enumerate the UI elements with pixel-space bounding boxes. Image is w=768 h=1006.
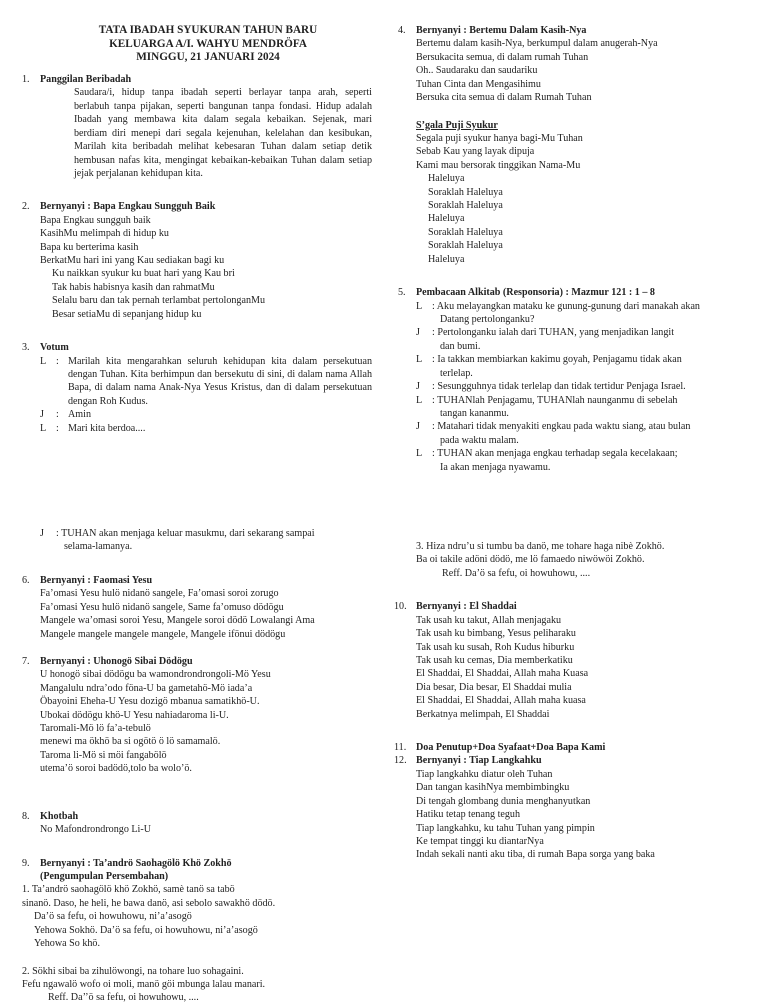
responsoria-cont: pada waktu malam. — [440, 434, 519, 446]
responsoria-text: : TUHANlah Penjagamu, TUHANlah naunganmu di sebelah — [432, 394, 678, 406]
speaker-label: L — [416, 354, 423, 366]
responsoria-row — [416, 326, 748, 353]
section-number: 12. — [394, 755, 407, 767]
song-line: Soraklah Haleluya — [428, 200, 503, 212]
speaker-label: J — [416, 327, 420, 339]
section-12 — [394, 754, 748, 861]
song-line: BerkatMu hari ini yang Kau sediakan bagi ku — [40, 255, 225, 267]
song-line: Sebab Kau yang layak dipuja — [416, 146, 535, 158]
song-line: Mangele mangele mangele mangele, Mangele ifönui dödögu — [40, 628, 286, 640]
song-line: Tiap langkahku, ku tahu Tuhan yang pimpin — [416, 822, 595, 834]
response-text: Marilah kita mengarahkan seluruh kehidupan kita dalam persekutuan dengan Tuhan. Kita berhimpun dan bersekutu di sini, di dalam nama Allah Bapa, di dalam nama Anak-Nya Yesus Kristus, dan di dalam persekutuan dengan Roh Kudus. — [68, 355, 372, 407]
song-line: Tak usah ku bimbang, Yesus peliharaku — [416, 628, 576, 640]
song-lines-b — [40, 267, 372, 321]
song-line: Tak usah ku cemas, Dia memberkatiku — [416, 654, 573, 666]
section-5 — [398, 286, 748, 474]
speaker-label: L — [416, 394, 423, 406]
colon: : — [56, 422, 59, 434]
responsoria-cont: Ia akan menjaga nyawamu. — [440, 461, 551, 473]
response-text: Mari kita berdoa.... — [68, 422, 146, 434]
responsoria-text: : Sesungguhnya tidak terlelap dan tidak tertidur Penjaga Israel. — [432, 381, 686, 393]
responsoria-list — [416, 300, 748, 474]
section-number: 6. — [22, 574, 30, 586]
section-4 — [398, 24, 748, 266]
verse-line: 2. Sökhi sibai ba zihulöwongi, na tohare luo sohagaini. — [22, 965, 244, 977]
section-subtitle: (Pengumpulan Persembahan) — [40, 871, 169, 883]
title-line-3: MINGGU, 21 JANUARI 2024 — [136, 51, 280, 64]
right-column-top — [398, 24, 748, 474]
song-line: Di tengah glombang dunia menghanyutkan — [416, 795, 591, 807]
song-line: menewi ma ökhö ba si ogötö ö lö samamalö. — [40, 736, 221, 748]
song-line: Mangele wa’omasi soroi Yesu, Mangele soroi dödö Lowalangi Ama — [40, 615, 315, 627]
section-title: Pembacaan Alkitab (Responsoria) : Mazmur 121 : 1 – 8 — [416, 287, 655, 299]
song-line: Haleluya — [428, 173, 465, 185]
responsoria-row — [416, 420, 748, 447]
responsoria-text: : Ia takkan membiarkan kakimu goyah, Penjagamu tidak akan — [432, 354, 682, 366]
responsoria-continued — [22, 527, 372, 554]
section-7 — [22, 655, 372, 776]
section-8 — [22, 810, 372, 837]
song-line: Selalu baru dan tak pernah terlambat pertolonganMu — [52, 295, 266, 307]
section-number: 2. — [22, 201, 30, 213]
speaker-label: J — [40, 409, 44, 421]
section-number: 10. — [394, 601, 407, 613]
section-9 — [22, 857, 372, 1005]
responsoria-text: : TUHAN akan menjaga keluar masukmu, dari sekarang sampai — [56, 528, 315, 539]
responsoria-cont: selama-lamanya. — [64, 541, 133, 553]
responsoria-row — [416, 380, 748, 393]
sermon-line: No Mafondrondrongo Li-U — [40, 824, 152, 836]
song-line: Oh.. Saudaraku dan saudariku — [416, 65, 538, 77]
colon: : — [56, 409, 59, 421]
song-line: Öbayoini Eheha-U Yesu dozigö mbanua samatikhö-U. — [40, 696, 260, 708]
song-line: Dia besar, Dia besar, El Shaddai mulia — [416, 681, 572, 693]
section-title: Bernyanyi : Bapa Engkau Sungguh Baik — [40, 201, 216, 213]
response-row — [40, 355, 372, 409]
song-line: utema’ö soroi badödö,tolo ba wolo’ö. — [40, 763, 192, 775]
song-subtitle: S’gala Puji Syukur — [416, 119, 498, 131]
speaker-label: J — [40, 528, 44, 539]
speaker-label: L — [416, 300, 423, 312]
song-line: Bersukacita semua, di dalam rumah Tuhan — [416, 51, 589, 63]
song-line: Tak habis habisnya kasih dan rahmatMu — [52, 281, 215, 293]
title-line-2: KELUARGA A/I. WAHYU MENDRÖFA — [109, 37, 307, 50]
section-title: Bernyanyi : Uhonogö Sibai Dödögu — [40, 655, 193, 667]
section-2 — [22, 200, 372, 321]
reff-line: Reff. Da’ö sa fefu, oi howuhowu, .... — [442, 567, 591, 579]
title-line-1: TATA IBADAH SYUKURAN TAHUN BARU — [98, 24, 318, 36]
section-title: Doa Penutup+Doa Syafaat+Doa Bapa Kami — [416, 742, 606, 754]
song-line: Soraklah Haleluya — [428, 186, 503, 198]
song-line: Tuhan Cinta dan Mengasihimu — [416, 78, 541, 90]
song-line: Soraklah Haleluya — [428, 226, 503, 238]
colon: : — [56, 355, 59, 367]
section-title: Bernyanyi : Faomasi Yesu — [40, 574, 153, 586]
section-title: Votum — [40, 342, 69, 354]
song-line: Fa’omasi Yesu hulö nidanö sangele, Fa’omasi soroi zorugo — [40, 588, 279, 600]
section-number: 9. — [22, 857, 30, 869]
responsoria-text: : Pertolonganku ialah dari TUHAN, yang menjadikan langit — [432, 327, 675, 339]
song-line: Haleluya — [428, 213, 465, 225]
song-line: Haleluya — [428, 253, 465, 265]
right-column-bottom — [394, 540, 748, 862]
song-line: Hatiku tetap tenang teguh — [416, 809, 520, 821]
section-title: Bernyanyi : Bertemu Dalam Kasih-Nya — [416, 25, 587, 36]
section-3 — [22, 341, 372, 435]
responsoria-text: : Matahari tidak menyakiti engkau pada waktu siang, atau bulan — [432, 421, 691, 433]
verse-reff — [22, 910, 372, 950]
speaker-label: L — [40, 355, 47, 367]
song-line: Segala puji syukur hanya bagi-Mu Tuhan — [416, 132, 583, 144]
song-line: Mangalulu ndra’odo föna-U ba gametahö-Mö iada’a — [40, 682, 253, 694]
song-line: Bapa Engkau sungguh baik — [40, 214, 151, 226]
song-line: Berkatnya melimpah, El Shaddai — [416, 708, 550, 720]
song-line: El Shaddai, El Shaddai, Allah maha kuasa — [416, 695, 586, 707]
responsoria-row — [416, 447, 748, 474]
section-number: 7. — [22, 655, 30, 667]
responsoria-cont: Datang pertolonganku? — [440, 314, 535, 326]
section-1 — [22, 73, 372, 180]
section-10 — [394, 600, 748, 721]
speaker-label: J — [416, 421, 420, 433]
section-title: Bernyanyi : Tiap Langkahku — [416, 755, 542, 767]
responsoria-text: : TUHAN akan menjaga engkau terhadap segala kecelakaan; — [432, 448, 678, 460]
document-title — [44, 24, 372, 65]
reff-line: Da’ö sa fefu, oi howuhowu, ni’a’asogö — [34, 911, 192, 923]
section-title: Panggilan Beribadah — [40, 73, 132, 85]
speaker-label: L — [416, 448, 423, 460]
response-row — [40, 408, 372, 421]
song-line: Soraklah Haleluya — [428, 240, 503, 252]
song-line: Bertemu dalam kasih-Nya, berkumpul dalam anugerah-Nya — [416, 38, 658, 50]
song-line: Besar setiaMu di sepanjang hidup ku — [52, 308, 202, 320]
section-number: 8. — [22, 810, 30, 822]
song-line: Dan tangan kasihNya membimbingku — [416, 782, 570, 794]
section-title: Khotbah — [40, 810, 79, 822]
song-line: Tiap langkahku diatur oleh Tuhan — [416, 768, 553, 780]
song-line: Bersuka cita semua di dalam Rumah Tuhan — [416, 92, 592, 104]
verse-line: Ba oi takile adöni dödö, me lö famaedo niwöwöi Zokhö. — [416, 554, 645, 566]
verse-line: 1. Ta’andrö saohagölö khö Zokhö, samè tanö sa tabö — [22, 884, 235, 896]
song-line: Taromali-Mö lö fa’a-tebulö — [40, 723, 151, 735]
song-lines-a — [40, 214, 372, 268]
left-column-bottom — [22, 527, 372, 1005]
section-6 — [22, 574, 372, 641]
speaker-label: L — [40, 422, 47, 434]
reff-line: Yehowa Sokhö. Da’ö sa fefu, oi howuhowu, ni’a’asogö — [34, 924, 258, 936]
section-number: 1. — [22, 73, 30, 85]
section-number: 3. — [22, 342, 30, 354]
song-line: Taroma li-Mö si möi fangabölö — [40, 749, 167, 761]
song-line: Bapa ku berterima kasih — [40, 241, 139, 253]
song-line: Indah sekali nanti aku tiba, di rumah Bapa sorga yang baka — [416, 849, 655, 861]
section-paragraph: Saudara/i, hidup tanpa ibadah seperti berlayar tanpa arah, seperti berlabuh tanpa pijakan, seperti bangunan tanpa fondasi. Hidup adalah Ibadah yang membawa kita dalam segala kebaikan. Sejenak, mari berdiam diri menepi dari segala kejenuhan, kelelahan dan kesibukan, Marilah kita beribadah melihat kebesaran Tuhan dalam setiap detik hembusan nafas kita, mengingat kebaikan-kebaikan Tuhan dalam setiap jejak perjalanan kehidupan kita. — [74, 87, 372, 179]
song-line: Tak usah ku susah, Roh Kudus hiburku — [416, 641, 575, 653]
song-line: Tak usah ku takut, Allah menjagaku — [416, 614, 562, 626]
song-line: El Shaddai, El Shaddai, Allah maha Kuasa — [416, 668, 589, 680]
response-row — [40, 422, 372, 435]
section-number: 4. — [398, 25, 406, 36]
song-line: Fa’omasi Yesu hulö nidanö sangele, Same fa’omuso dödögu — [40, 601, 284, 613]
section-title: Bernyanyi : Ta’andrö Saohagölö Khö Zokhö — [40, 857, 232, 869]
verse-line: Fefu ngawalö wofo oi moli, manö göi mbunga lalau manari. — [22, 978, 266, 990]
song-line: Ku naikkan syukur ku buat hari yang Kau bri — [52, 268, 235, 280]
reff-line: Yehowa So khö. — [34, 938, 100, 950]
section-number: 5. — [398, 287, 406, 299]
responsoria-cont: dan bumi. — [440, 340, 481, 352]
haleluya-lines — [416, 172, 748, 266]
song-line: KasihMu melimpah di hidup ku — [40, 228, 169, 240]
responsoria-row — [416, 353, 748, 380]
section-number: 11. — [394, 742, 407, 754]
responsoria-cont: terlelap. — [440, 367, 473, 379]
song-line: Kami mau bersorak tinggikan Nama-Mu — [416, 159, 581, 171]
responsoria-text: : Aku melayangkan mataku ke gunung-gunung dari manakah akan — [432, 300, 700, 312]
section-title: Bernyanyi : El Shaddai — [416, 601, 517, 613]
left-column-top — [22, 24, 372, 435]
responsoria-row — [416, 300, 748, 327]
speaker-label: J — [416, 381, 420, 393]
song-line: U honogö sibai dödögu ba wamondrondrongoli-Mö Yesu — [40, 669, 271, 681]
section-11 — [394, 741, 748, 754]
response-text: Amin — [68, 409, 91, 421]
verse-line: sinanö. Daso, he heli, he bawa danö, asi sebolo sawakhö dödö. — [22, 897, 276, 909]
song-line: Ubokai dödögu khö-U Yesu nahiadaroma li-U. — [40, 709, 229, 721]
verse-3 — [398, 540, 748, 580]
responsoria-cont: tangan kananmu. — [440, 407, 509, 419]
verse-line: 3. Hiza ndru’u si tumbu ba danö, me tohare haga nibè Zokhö. — [416, 541, 665, 552]
reff-line: Reff. Da’’ö sa fefu, oi howuhowu, .... — [48, 992, 199, 1004]
responsoria-row — [416, 394, 748, 421]
song-line: Ke tempat tinggi ku diantarNya — [416, 836, 544, 848]
verse-1 — [22, 883, 372, 1004]
